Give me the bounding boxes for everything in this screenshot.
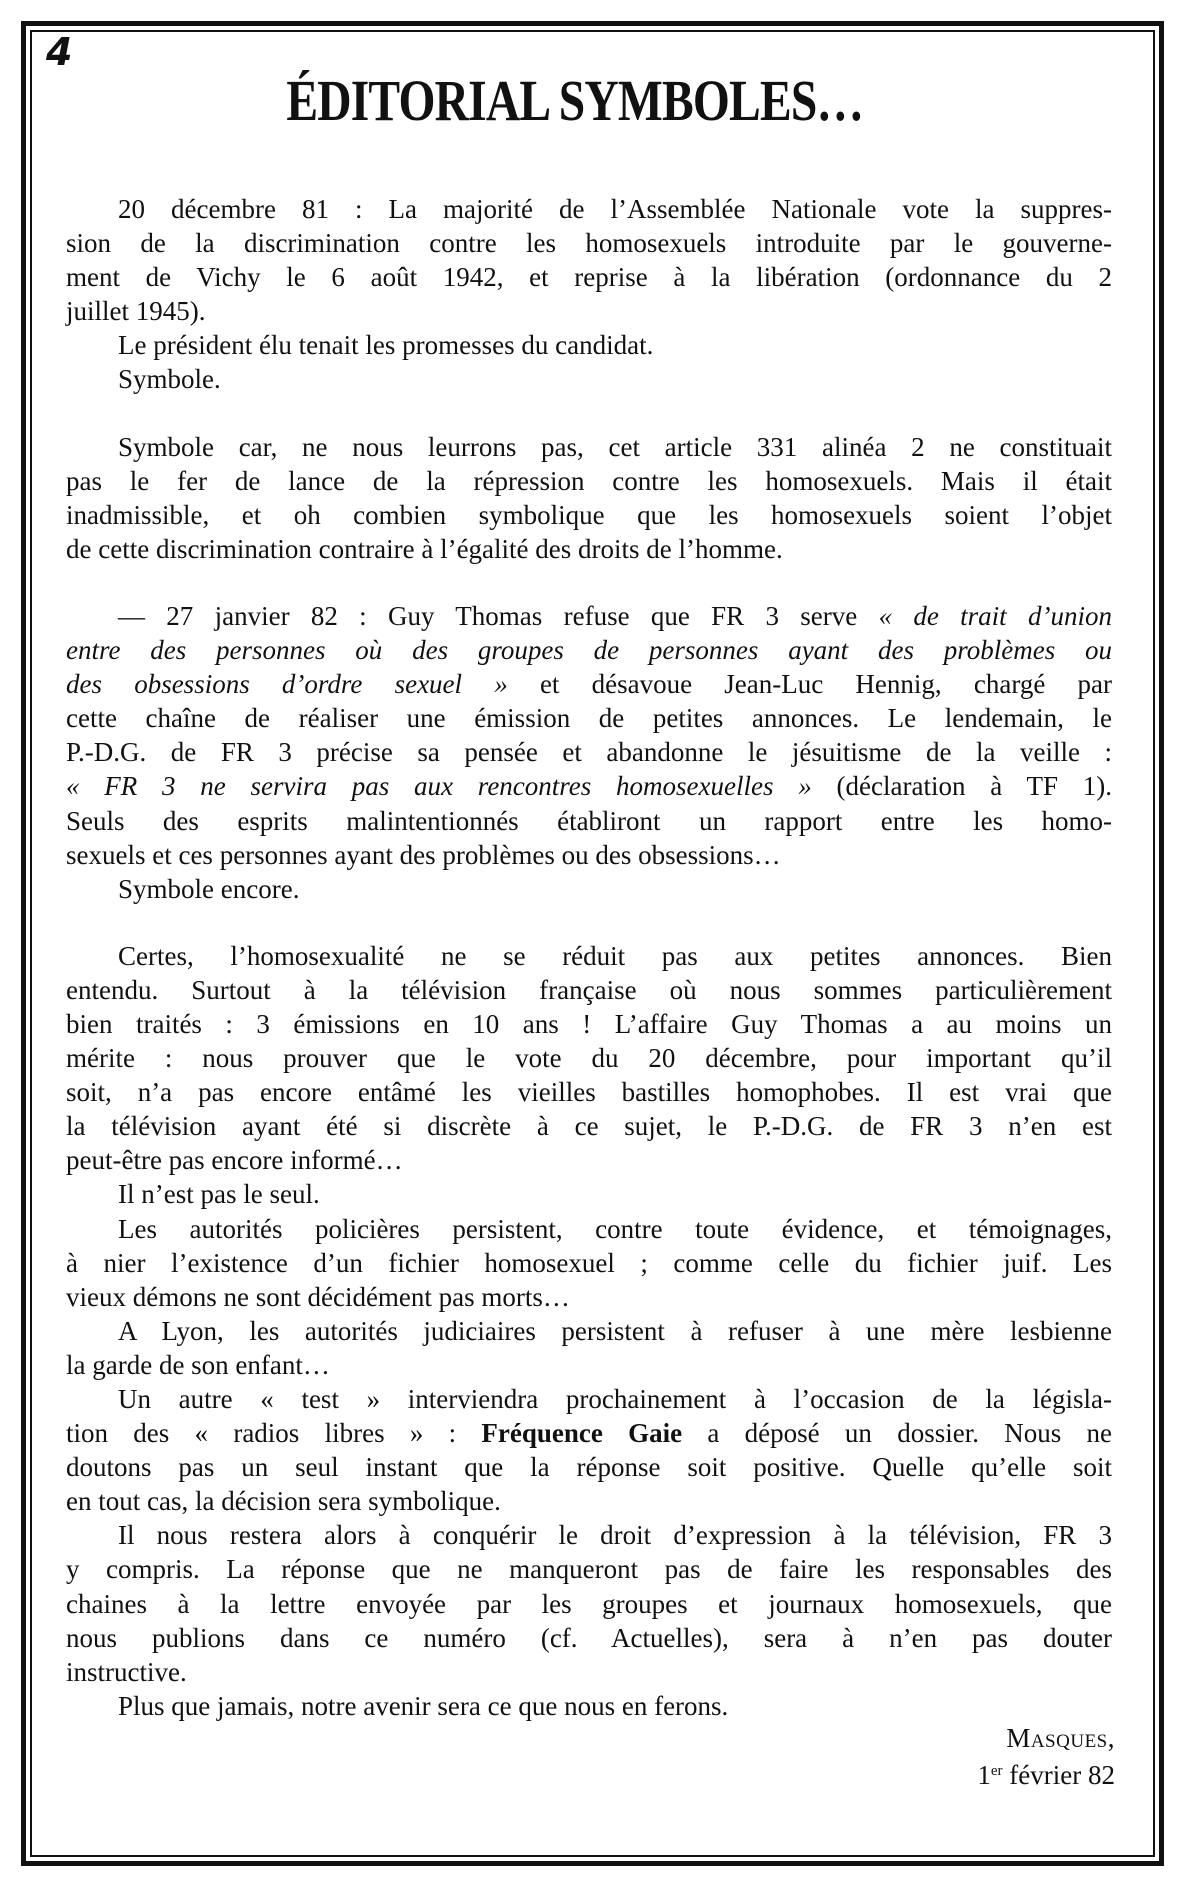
text-run: juillet 1945). <box>66 296 206 327</box>
text-line <box>66 701 1112 735</box>
paragraph <box>66 599 1112 906</box>
editorial-body <box>66 192 1112 1756</box>
text-line <box>66 192 1112 226</box>
text-run: A Lyon, les autorités judiciaires persistent à refuser à une mère lesbienne <box>118 1315 1112 1346</box>
signature-date <box>977 1755 1115 1792</box>
page-number: 4 <box>46 30 73 74</box>
text-run: Symbole car, ne nous leurrons pas, cet article 331 alinéa 2 ne constituait <box>118 431 1112 462</box>
text-run: Symbole. <box>118 364 221 395</box>
text-line <box>66 838 1112 872</box>
text-line <box>66 1143 1112 1177</box>
text-run: a déposé un dossier. Nous ne <box>682 1418 1113 1449</box>
text-line <box>66 226 1112 260</box>
text-line <box>66 294 1112 328</box>
text-run: Plus que jamais, notre avenir sera ce que nous en ferons. <box>118 1690 729 1721</box>
text-run: chaines à la lettre envoyée par les groupes et journaux homosexuels, que <box>66 1588 1112 1619</box>
text-line <box>66 1655 1112 1689</box>
text-run: 20 décembre 81 : La majorité de l’Assemblée Nationale vote la suppres- <box>118 194 1112 224</box>
text-run: entendu. Surtout à la télévision française où nous sommes particulièrement <box>66 974 1112 1005</box>
text-run: cette chaîne de réaliser une émission de petites annonces. Le lendemain, le <box>66 703 1112 734</box>
text-run: Un autre « test » interviendra prochainement à l’occasion de la législa- <box>118 1384 1112 1414</box>
text-line <box>66 1007 1112 1041</box>
text-line <box>66 430 1112 464</box>
text-run: (déclaration à TF 1). <box>811 771 1112 802</box>
text-run: sion de la discrimination contre les homosexuels introduite par le gouverne- <box>66 228 1112 259</box>
text-run: instructive. <box>66 1656 187 1687</box>
text-line <box>66 464 1112 498</box>
text-line <box>66 973 1112 1007</box>
signature-date-day: 1 <box>977 1760 991 1790</box>
text-run: Le président élu tenait les promesses du candidat. <box>118 330 654 361</box>
text-run: nous publions dans ce numéro (cf. Actuelles), sera à n’en pas douter <box>66 1622 1112 1653</box>
quote-text: « FR 3 ne servira pas aux rencontres homosexuelles » <box>66 771 812 802</box>
text-run: bien traités : 3 émissions en 10 ans ! L’affaire Guy Thomas a au moins un <box>66 1008 1112 1039</box>
text-line <box>66 939 1112 973</box>
text-run: à nier l’existence d’un fichier homosexuel ; comme celle du fichier juif. Les <box>66 1247 1112 1278</box>
text-line <box>66 872 1112 906</box>
text-run: de cette discrimination contraire à l’égalité des droits de l’homme. <box>66 533 783 564</box>
text-run: mérite : nous prouver que le vote du 20 décembre, pour important qu’il <box>66 1043 1112 1074</box>
text-run: peut-être pas encore informé… <box>66 1145 403 1176</box>
text-line <box>66 1314 1112 1348</box>
text-line <box>66 1280 1112 1314</box>
paragraph <box>66 192 1112 397</box>
text-line <box>66 1450 1112 1484</box>
quote-text: « de trait d’union <box>878 600 1112 631</box>
paragraph <box>66 939 1112 1723</box>
text-run: Il n’est pas le seul. <box>118 1179 320 1210</box>
text-run: la garde de son enfant… <box>66 1349 330 1380</box>
quote-text: des obsessions d’ordre sexuel » <box>66 669 508 700</box>
text-run: tion des « radios libres » : <box>66 1418 482 1449</box>
text-run: Seuls des esprits malintentionnés établiront un rapport entre les homo- <box>66 805 1112 836</box>
text-run: — 27 janvier 82 : Guy Thomas refuse que FR 3 serve <box>118 600 879 631</box>
text-line <box>66 667 1112 701</box>
signature-name: Masques, <box>1006 1723 1115 1753</box>
text-line <box>66 769 1112 803</box>
text-run: Certes, l’homosexualité ne se réduit pas aux petites annonces. Bien <box>118 940 1112 971</box>
text-line <box>66 1212 1112 1246</box>
text-run: vieux démons ne sont décidément pas morts… <box>66 1281 570 1312</box>
text-line <box>66 1246 1112 1280</box>
text-run: soit, n’a pas encore entâmé les vieilles bastilles homophobes. Il est vrai que <box>66 1077 1112 1108</box>
text-line <box>66 362 1112 396</box>
text-line <box>66 1382 1112 1416</box>
text-line <box>66 1177 1112 1211</box>
text-line <box>66 1518 1112 1552</box>
text-run: ment de Vichy le 6 août 1942, et reprise à la libération (ordonnance du 2 <box>66 262 1112 293</box>
text-line <box>66 1041 1112 1075</box>
text-run: Il nous restera alors à conquérir le droit d’expression à la télévision, FR 3 <box>118 1520 1112 1551</box>
text-line <box>66 532 1112 566</box>
text-line <box>66 328 1112 362</box>
text-line <box>66 1484 1112 1518</box>
text-run: la télévision ayant été si discrète à ce sujet, le P.-D.G. de FR 3 n’en est <box>66 1111 1112 1142</box>
signature <box>977 1722 1115 1792</box>
text-line <box>66 735 1112 769</box>
text-line <box>66 1621 1112 1655</box>
text-run: doutons pas un seul instant que la réponse soit positive. Quelle qu’elle soit <box>66 1452 1112 1483</box>
text-line <box>66 1075 1112 1109</box>
text-line <box>66 1587 1112 1621</box>
text-line <box>66 804 1112 838</box>
text-line <box>66 1109 1112 1143</box>
text-line <box>66 1552 1112 1586</box>
paragraph <box>66 430 1112 566</box>
text-run: en tout cas, la décision sera symbolique. <box>66 1486 501 1517</box>
text-line <box>66 633 1112 667</box>
text-line <box>66 498 1112 532</box>
text-run: Symbole encore. <box>118 873 300 904</box>
quote-text: entre des personnes où des groupes de personnes ayant des problèmes ou <box>66 635 1112 666</box>
text-line <box>66 1416 1112 1450</box>
text-line <box>66 1689 1112 1723</box>
signature-date-rest: février 82 <box>1002 1760 1115 1790</box>
text-run: pas le fer de lance de la répression contre les homosexuels. Mais il était <box>66 465 1112 496</box>
text-run: P.-D.G. de FR 3 précise sa pensée et abandonne le jésuitisme de la veille : <box>66 737 1112 768</box>
text-run: sexuels et ces personnes ayant des problèmes ou des obsessions… <box>66 839 781 870</box>
page-title-text: ÉDITORIAL SYMBOLES… <box>286 68 864 133</box>
page-title <box>0 70 1150 132</box>
signature-date-ordinal: er <box>990 1763 1003 1779</box>
text-run: inadmissible, et oh combien symbolique que les homosexuels soient l’objet <box>66 499 1112 530</box>
text-line <box>66 260 1112 294</box>
emphasis-text: Fréquence Gaie <box>481 1418 683 1449</box>
text-run: y compris. La réponse que ne manqueront pas de faire les responsables des <box>66 1554 1112 1585</box>
text-run: Les autorités policières persistent, contre toute évidence, et témoignages, <box>118 1213 1112 1244</box>
text-line <box>66 599 1112 633</box>
text-run: et désavoue Jean-Luc Hennig, chargé par <box>507 669 1112 700</box>
text-line <box>66 1348 1112 1382</box>
